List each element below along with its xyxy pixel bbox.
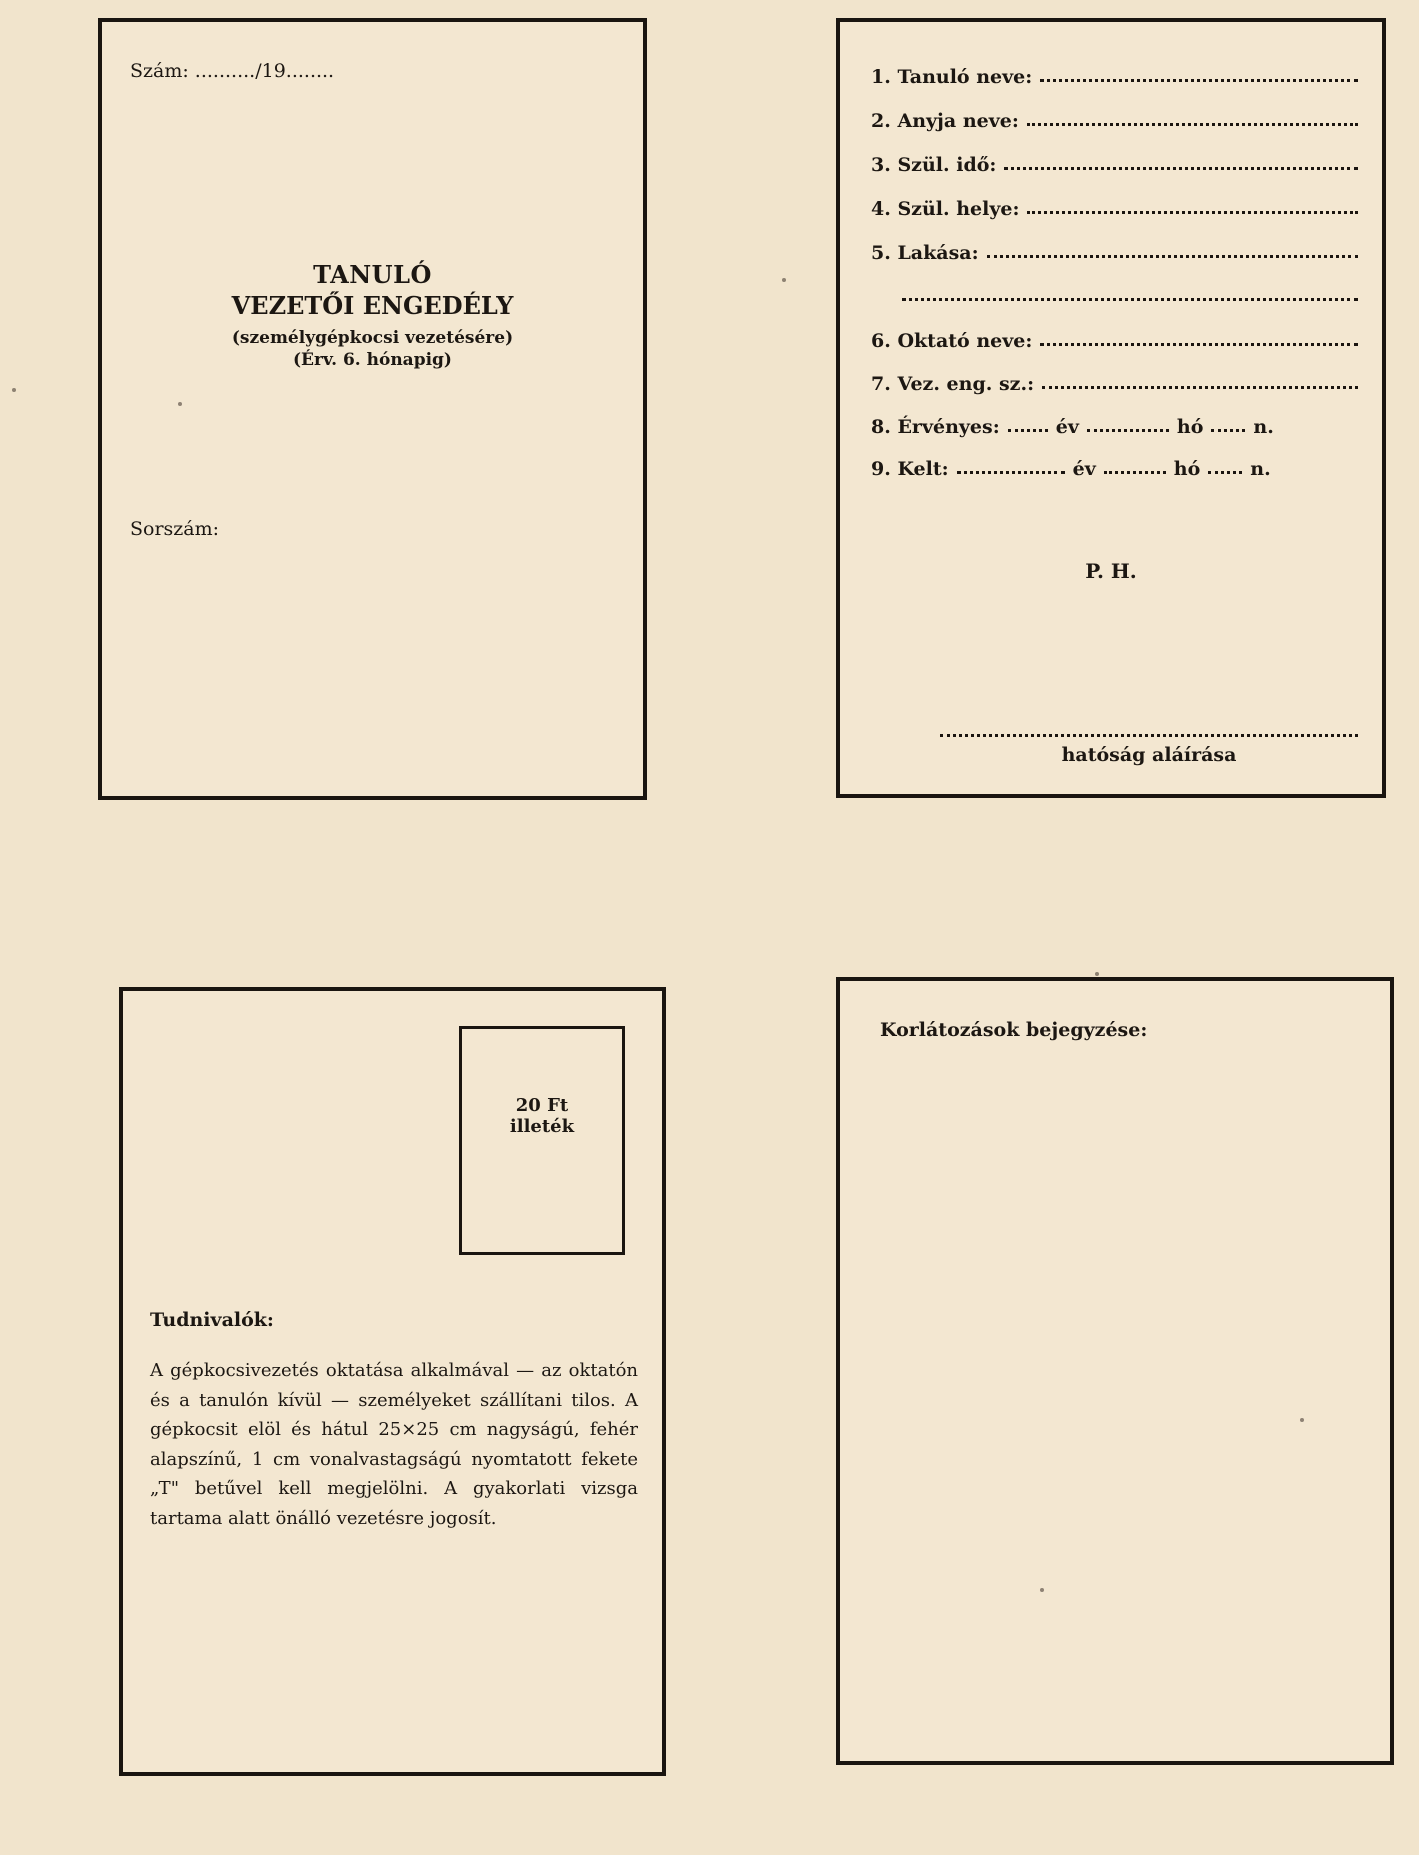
permit-title-line2: VEZETŐI ENGEDÉLY [231, 291, 514, 320]
scan-speck [782, 278, 786, 282]
field-instructor-name [871, 322, 1358, 352]
permit-front-cover [98, 18, 647, 800]
field-valid-until [871, 408, 1358, 438]
permit-number-field: Szám: ........../19........ [130, 60, 335, 82]
signature-line [940, 734, 1358, 737]
permit-subtitle: (személygépkocsi vezetésére) [231, 328, 514, 348]
field-birth-place [871, 190, 1358, 220]
scan-speck [178, 402, 182, 406]
scan-speck [1300, 1418, 1304, 1422]
field-address-continuation [902, 277, 1358, 307]
field-label: 6. Oktató neve: [871, 330, 1033, 352]
month-label: hó [1173, 458, 1201, 480]
stamp-place-label: P. H. [1085, 559, 1137, 583]
field-label: 9. Kelt: [871, 458, 949, 480]
month-label: hó [1176, 416, 1204, 438]
field-address [871, 234, 1358, 264]
permit-data-page [836, 18, 1386, 798]
permit-restrictions-page [836, 977, 1394, 1765]
field-issued-date [871, 450, 1358, 480]
field-student-name [871, 58, 1358, 88]
field-mother-name [871, 102, 1358, 132]
serial-number-field: Sorszám: [130, 518, 220, 540]
year-label: év [1055, 416, 1079, 438]
permit-title-block [102, 260, 643, 370]
field-label: 8. Érvényes: [871, 416, 1000, 438]
field-birth-date [871, 146, 1358, 176]
day-label: n. [1250, 458, 1271, 480]
scan-speck [12, 388, 16, 392]
authority-signature-label: hatóság aláírása [1061, 744, 1237, 766]
day-label: n. [1253, 416, 1274, 438]
field-label: 4. Szül. helye: [871, 198, 1020, 220]
field-label: 1. Tanuló neve: [871, 66, 1033, 88]
field-label: 3. Szül. idő: [871, 154, 997, 176]
field-label: 7. Vez. eng. sz.: [871, 373, 1035, 395]
field-label: 2. Anyja neve: [871, 110, 1019, 132]
field-licence-number [871, 365, 1358, 395]
notice-heading: Tudnivalók: [150, 1309, 274, 1331]
fee-label: illeték [509, 1116, 575, 1137]
restrictions-heading: Korlátozások bejegyzése: [880, 1019, 1148, 1041]
notice-text: A gépkocsivezetés oktatása alkalmával — az oktatón és a tanulón kívül — személyeket szállítani tilos. A gépkocsit elöl és hátul 25×25 cm nagyságú, fehér alapszínű, 1 cm vonalvastagságú nyomtatott fekete „T" betűvel kell megjelölni. A gyakorlati vizsga tartama alatt önálló vezetésre jogosít. [150, 1360, 638, 1529]
scan-speck [1095, 972, 1099, 976]
year-label: év [1072, 458, 1096, 480]
field-label: 5. Lakása: [871, 242, 979, 264]
permit-validity: (Érv. 6. hónapig) [293, 350, 452, 370]
permit-info-page [119, 987, 666, 1776]
fee-stamp-box [459, 1026, 625, 1255]
fee-amount: 20 Ft [515, 1095, 569, 1116]
scan-speck [1040, 1588, 1044, 1592]
permit-title-line1: TANULÓ [313, 260, 432, 289]
